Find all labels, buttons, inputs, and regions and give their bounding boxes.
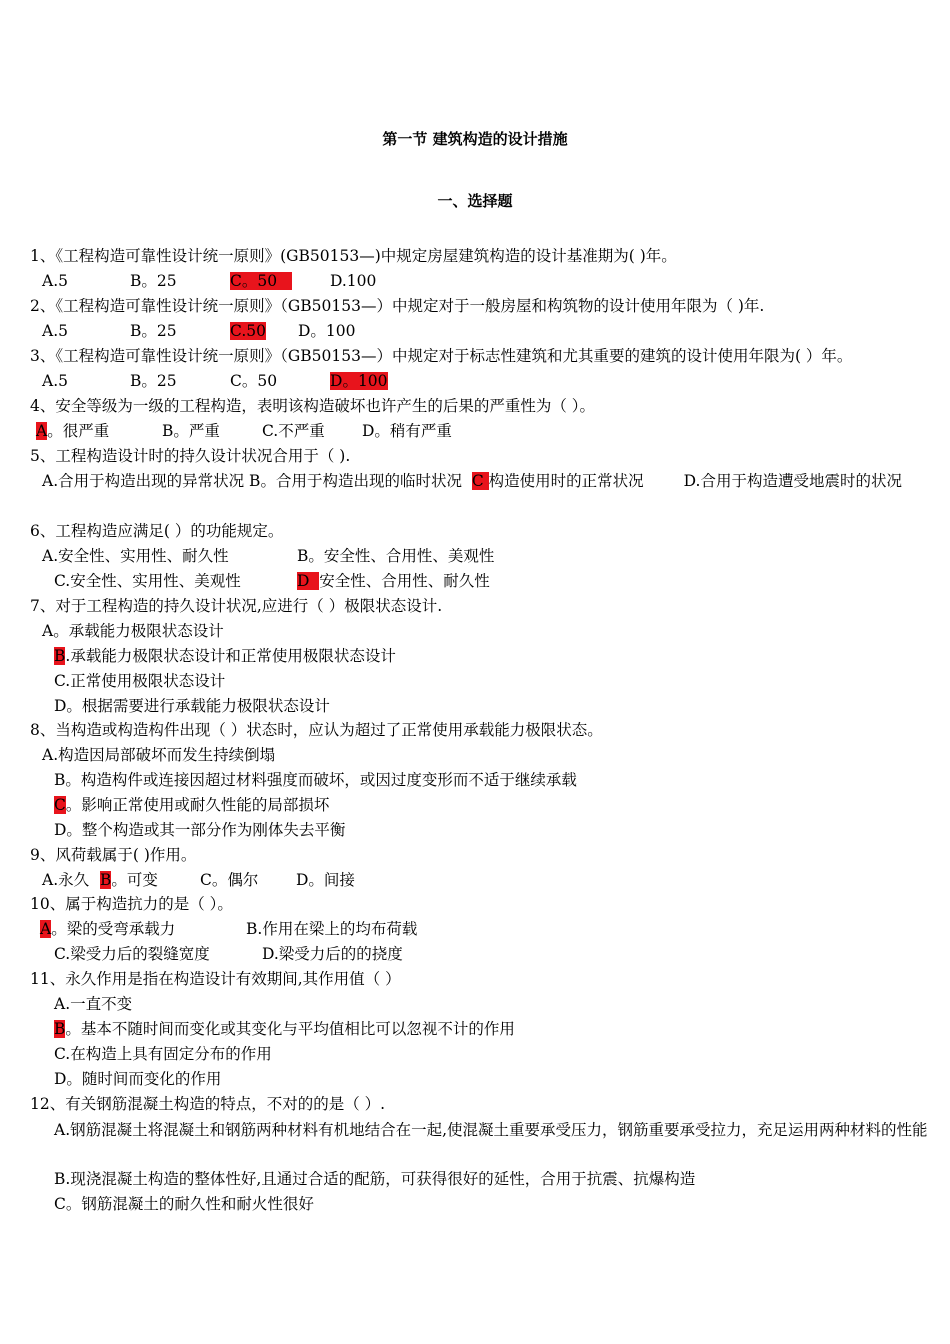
question-9-stem: 9、风荷载属于( )作用。 [30, 846, 197, 864]
question-4-stem: 4、安全等级为一级的工程构造，表明该构造破坏也许产生的后果的严重性为（ ）。 [30, 397, 596, 415]
option: A.钢筋混凝土将混凝土和钢筋两种材料有机地结合在一起,使混凝土重要承受压力，钢筋重要承受拉力，充足运用两种材料的性能 [54, 1121, 928, 1139]
option-answer: B。基本不随时间而变化或其变化与平均值相比可以忽视不计的作用 [54, 1020, 515, 1038]
option: B。25 [130, 372, 177, 390]
question-1-options [42, 270, 376, 292]
answer-highlight: B [100, 871, 112, 889]
option-answer: D 安全性、合用性、耐久性 [297, 572, 490, 590]
option: A.安全性、实用性、耐久性 [42, 547, 229, 565]
option: A.一直不变 [54, 995, 133, 1013]
question-11-stem: 11、永久作用是指在构造设计有效期间,其作用值（ ） [30, 970, 401, 988]
question-6-options-row-2 [54, 570, 490, 592]
question-6-options-row-1 [42, 545, 494, 567]
question-2-options [42, 320, 356, 342]
answer-highlight: A [40, 920, 52, 938]
answer-highlight: C [471, 472, 484, 490]
option: C.正常使用极限状态设计 [54, 672, 226, 690]
option: A。承载能力极限状态设计 [42, 622, 224, 640]
option: D。随时间而变化的作用 [54, 1070, 222, 1088]
answer-highlight: D [297, 572, 319, 590]
option-answer [230, 320, 298, 342]
option: A.合用于构造出现的异常状况 B。合用于构造出现的临时状况 [42, 472, 462, 490]
option-answer [230, 270, 330, 292]
answer-highlight: A [36, 422, 48, 440]
option: C。钢筋混凝土的耐久性和耐火性很好 [54, 1195, 314, 1213]
option: B。安全性、合用性、美观性 [297, 547, 495, 565]
answer-highlight: C。50 [230, 272, 292, 290]
question-3-options [42, 370, 388, 392]
option-answer: C。影响正常使用或耐久性能的局部损坏 [54, 796, 330, 814]
option: D。间接 [296, 871, 355, 889]
option: C。偶尔 [200, 871, 259, 889]
option: D。稍有严重 [362, 422, 452, 440]
answer-highlight: C [54, 796, 66, 814]
question-5-options [42, 470, 902, 492]
option: A.5 [42, 322, 68, 340]
question-2-stem: 2、《工程构造可靠性设计统一原则》（GB50153—）中规定对于一般房屋和构筑物的设计使用年限为（ )年. [30, 297, 765, 315]
option: D。根据需要进行承载能力极限状态设计 [54, 697, 330, 715]
option-answer: A。梁的受弯承载力 [40, 920, 176, 938]
question-10-stem: 10、属于构造抗力的是（ ）。 [30, 895, 233, 913]
answer-highlight: B [54, 1020, 66, 1038]
option-answer: A。很严重 [36, 422, 110, 440]
option: D。100 [298, 322, 356, 340]
section-title: 第一节 建筑构造的设计措施 [382, 130, 568, 148]
option: B.作用在梁上的均布荷载 [246, 920, 418, 938]
question-7-stem: 7、对于工程构造的持久设计状况,应进行（ ）极限状态设计. [30, 597, 443, 615]
question-1-stem: 1、《工程构造可靠性设计统一原则》(GB50153—)中规定房屋建筑构造的设计基准期为( )年。 [30, 247, 677, 265]
option: B。25 [130, 322, 177, 340]
question-5-stem: 5、工程构造设计时的持久设计状况合用于（ ). [30, 447, 351, 465]
answer-highlight: C.50 [230, 322, 266, 340]
option: D.梁受力后的的挠度 [262, 945, 403, 963]
option: C。50 [230, 372, 278, 390]
question-6-stem: 6、工程构造应满足( ）的功能规定。 [30, 522, 284, 540]
option: A.5 [42, 272, 68, 290]
answer-highlight: D。100 [330, 372, 388, 390]
question-12-stem: 12、有关钢筋混凝土构造的特点，不对的的是（ ）. [30, 1095, 386, 1113]
option: C.在构造上具有固定分布的作用 [54, 1045, 272, 1063]
option: C.梁受力后的裂缝宽度 [54, 945, 210, 963]
option: D.合用于构造遭受地震时的状况 [683, 472, 902, 490]
answer-highlight: B [54, 647, 66, 665]
option: A.永久 [42, 871, 90, 889]
option: B。构造构件或连接因超过材料强度而破坏，或因过度变形而不适于继续承载 [54, 771, 577, 789]
section-subtitle: 一、选择题 [437, 192, 513, 210]
question-10-options-row-2 [54, 943, 403, 965]
question-9-options [42, 869, 355, 891]
option: C.安全性、实用性、美观性 [54, 572, 241, 590]
question-3-stem: 3、《工程构造可靠性设计统一原则》（GB50153—）中规定对于标志性建筑和尤其重要的建筑的设计使用年限为( ）年。 [30, 347, 853, 365]
option: B.现浇混凝土构造的整体性好,且通过合适的配筋，可获得很好的延性，合用于抗震、抗爆构造 [54, 1170, 696, 1188]
option-answer: B.承载能力极限状态设计和正常使用极限状态设计 [54, 647, 396, 665]
question-8-stem: 8、当构造或构造构件出现（ ）状态时，应认为超过了正常使用承载能力极限状态。 [30, 721, 603, 739]
option: B。严重 [162, 422, 220, 440]
option-answer: 构造使用时的正常状况 [488, 472, 644, 490]
question-10-options-row-1 [40, 918, 417, 940]
option-answer: B。可变 [100, 871, 158, 889]
option: A.5 [42, 372, 68, 390]
option: B。25 [130, 272, 177, 290]
option-answer [330, 370, 388, 392]
option: C.不严重 [262, 422, 325, 440]
option: D。整个构造或其一部分作为刚体失去平衡 [54, 821, 346, 839]
option: A.构造因局部破坏而发生持续倒塌 [42, 746, 276, 764]
option: D.100 [330, 272, 377, 290]
question-4-options [36, 420, 452, 442]
